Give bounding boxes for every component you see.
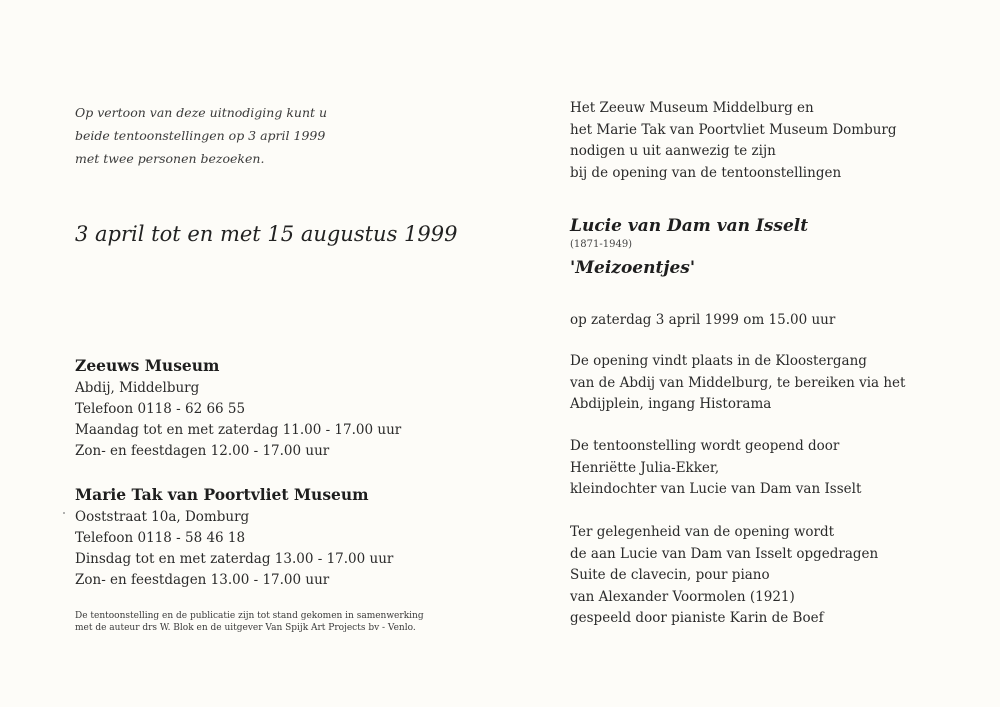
music-line: Ter gelegenheid van de opening wordt bbox=[570, 524, 835, 540]
music-line: van Alexander Voormolen (1921) bbox=[570, 588, 795, 605]
admission-note bbox=[75, 101, 327, 170]
opening-speaker bbox=[570, 436, 861, 501]
print-speck bbox=[63, 512, 65, 514]
intro-line: het Marie Tak van Poortvliet Museum Domburg bbox=[570, 121, 897, 138]
location-line: De opening vindt plaats in de Kloostergang bbox=[570, 353, 867, 369]
credits-line: met de auteur drs W. Blok en de uitgever Van Spijk Art Projects bv - Venlo. bbox=[75, 623, 416, 633]
credits-note bbox=[75, 610, 424, 634]
music-line: Suite de clavecin, pour piano bbox=[570, 567, 770, 583]
venue-hours-weekdays: Dinsdag tot en met zaterdag 13.00 - 17.00 uur bbox=[75, 551, 394, 567]
music-line: de aan Lucie van Dam van Isselt opgedragen bbox=[570, 545, 879, 562]
venue-hours-holidays: Zon- en feestdagen 12.00 - 17.00 uur bbox=[75, 443, 330, 459]
venue-phone: Telefoon 0118 - 62 66 55 bbox=[75, 401, 246, 417]
venue-phone: Telefoon 0118 - 58 46 18 bbox=[75, 530, 246, 546]
speaker-line: De tentoonstelling wordt geopend door bbox=[570, 438, 840, 454]
speaker-line: kleindochter van Lucie van Dam van Isselt bbox=[570, 481, 862, 497]
note-line: Op vertoon van deze uitnodiging kunt u bbox=[75, 105, 328, 120]
speaker-line: Henriëtte Julia-Ekker, bbox=[570, 459, 720, 476]
opening-date: op zaterdag 3 april 1999 om 15.00 uur bbox=[570, 312, 836, 328]
intro-line: bij de opening van de tentoonstellingen bbox=[570, 164, 842, 181]
intro-line: Het Zeeuw Museum Middelburg en bbox=[570, 100, 814, 116]
venue-hours-weekdays: Maandag tot en met zaterdag 11.00 - 17.00 uur bbox=[75, 422, 402, 438]
venue-address: Abdij, Middelburg bbox=[75, 380, 200, 396]
venue-name: Zeeuws Museum bbox=[75, 356, 220, 375]
intro-line: nodigen u uit aanwezig te zijn bbox=[570, 143, 776, 159]
location-line: van de Abdij van Middelburg, te bereiken via het bbox=[570, 374, 906, 391]
artist-name: Lucie van Dam van Isselt bbox=[570, 216, 809, 236]
note-line: met twee personen bezoeken. bbox=[75, 151, 265, 166]
venue-address: Ooststraat 10a, Domburg bbox=[75, 509, 250, 525]
venue-name: Marie Tak van Poortvliet Museum bbox=[75, 485, 369, 504]
venue-zeeuws-museum bbox=[75, 355, 401, 462]
exhibition-subtitle: 'Meizoentjes' bbox=[570, 258, 696, 278]
artist-lifespan: (1871-1949) bbox=[570, 239, 633, 250]
invitation-intro bbox=[570, 98, 897, 184]
venue-hours-holidays: Zon- en feestdagen 13.00 - 17.00 uur bbox=[75, 572, 330, 588]
exhibition-dates: 3 april tot en met 15 augustus 1999 bbox=[75, 222, 458, 246]
music-line: gespeeld door pianiste Karin de Boef bbox=[570, 610, 824, 626]
location-line: Abdijplein, ingang Historama bbox=[570, 396, 772, 412]
note-line: beide tentoonstellingen op 3 april 1999 bbox=[75, 128, 326, 143]
credits-line: De tentoonstelling en de publicatie zijn tot stand gekomen in samenwerking bbox=[75, 611, 424, 621]
venue-marie-tak-museum bbox=[75, 484, 393, 591]
music-programme bbox=[570, 522, 878, 630]
opening-location bbox=[570, 351, 905, 416]
